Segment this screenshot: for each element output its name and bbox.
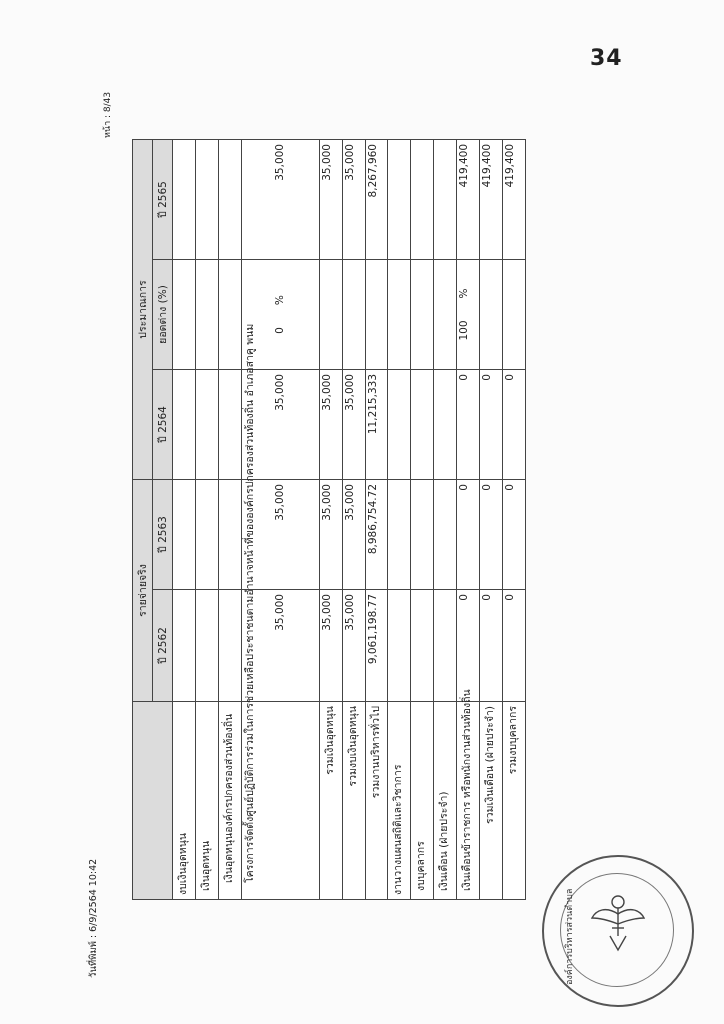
cell-2563: 35,000 [319,480,342,590]
cell-2564 [173,370,196,480]
cell-2563 [173,480,196,590]
table-row [173,140,196,900]
cell-2562: 35,000 [342,590,365,702]
row-desc: โครงการจัดตั้งศูนย์ปฏิบัติการร่วมในการช่วยเหลือประชาชนตามอำนาจหน้าที่ขององค์กรปกครองส่วนท้องถิ่น อำเภอสาคู พนม [241,702,319,900]
cell-2562 [218,590,241,702]
table-row [457,140,480,900]
table-row [388,140,411,900]
row-desc: รวมเงินอุดหนุน [319,702,342,900]
cell-2563: 35,000 [241,480,319,590]
cell-2564: 35,000 [342,370,365,480]
cell-2563: 35,000 [342,480,365,590]
row-desc: งบเงินอุดหนุน [173,702,196,900]
cell-2563: 0 [502,480,525,590]
cell-2562 [195,590,218,702]
table-row [218,140,241,900]
cell-2565: 35,000 [319,140,342,260]
cell-2562: 0 [502,590,525,702]
cell-2563 [411,480,434,590]
diff-percent-sign: % [274,295,287,306]
row-desc: งานวางแผนสถิติและวิชาการ [388,702,411,900]
cell-2564 [434,370,457,480]
cell-diff [411,260,434,370]
page-number: 34 [590,46,623,71]
cell-diff [218,260,241,370]
row-desc: เงินอุดหนุน [195,702,218,900]
cell-diff [365,260,388,370]
table-row [502,140,525,900]
header-actual-group: รายจ่ายจริง [133,480,153,702]
cell-diff [434,260,457,370]
budget-table [132,139,526,900]
cell-2562: 0 [457,590,480,702]
cell-2562: 35,000 [241,590,319,702]
cell-2564: 11,215,333 [365,370,388,480]
cell-diff [319,260,342,370]
cell-2564: 35,000 [319,370,342,480]
row-desc: เงินเดือน (ฝ่ายประจำ) [434,702,457,900]
table-row [480,140,503,900]
cell-2563 [388,480,411,590]
cell-2565 [195,140,218,260]
header-budget-group: ประมาณการ [133,140,153,480]
cell-2562 [411,590,434,702]
cell-2565: 419,400 [457,140,480,260]
header-2562: ปี 2562 [153,590,173,702]
cell-diff [457,260,480,370]
row-desc: งบบุคลากร [411,702,434,900]
cell-2562 [173,590,196,702]
table-row [342,140,365,900]
stamp-text: องค์การบริหารส่วนตำบล [565,888,575,985]
header-desc [133,702,173,900]
diff-value: 0 [274,327,287,334]
cell-2565: 419,400 [502,140,525,260]
cell-2562 [388,590,411,702]
cell-2562: 0 [480,590,503,702]
header-2563: ปี 2563 [153,480,173,590]
print-date: วันที่พิมพ์ : 6/9/2564 10:42 [88,858,99,978]
row-desc: รวมงบเงินอุดหนุน [342,702,365,900]
cell-2563 [218,480,241,590]
diff-percent-sign: % [458,288,471,299]
row-desc: รวมงบบุคลากร [502,702,525,900]
table-row [319,140,342,900]
cell-2564 [388,370,411,480]
cell-2563: 0 [480,480,503,590]
cell-2565 [434,140,457,260]
table-row [195,140,218,900]
header-row-group [133,140,153,900]
diff-value: 100 [458,320,471,341]
cell-2565 [411,140,434,260]
cell-2564 [218,370,241,480]
row-desc: รวมงานบริหารทั่วไป [365,702,388,900]
table-row [365,140,388,900]
cell-2564: 35,000 [241,370,319,480]
cell-diff [173,260,196,370]
cell-2564: 0 [457,370,480,480]
cell-2563: 8,986,754.72 [365,480,388,590]
row-desc: รวมเงินเดือน (ฝ่ายประจำ) [480,702,503,900]
cell-2563: 0 [457,480,480,590]
row-desc: เงินอุดหนุนองค์กรปกครองส่วนท้องถิ่น [218,702,241,900]
table-row [241,140,319,900]
header-2565: ปี 2565 [153,140,173,260]
cell-diff [480,260,503,370]
cell-2565: 35,000 [241,140,319,260]
cell-2565: 419,400 [480,140,503,260]
garuda-emblem-icon [588,888,648,958]
cell-2565 [388,140,411,260]
table-row [411,140,434,900]
cell-2565: 8,267,960 [365,140,388,260]
row-desc: เงินเดือนข้าราชการ หรือพนักงานส่วนท้องถิ่น [457,702,480,900]
cell-diff [388,260,411,370]
cell-diff [195,260,218,370]
cell-2564: 0 [480,370,503,480]
cell-2565: 35,000 [342,140,365,260]
cell-diff [502,260,525,370]
header-2564: ปี 2564 [153,370,173,480]
cell-2562 [434,590,457,702]
page-index: หน้า : 8/43 [103,91,113,138]
header-diff: ยอดต่าง (%) [153,260,173,370]
cell-2562: 35,000 [319,590,342,702]
budget-table-container [132,140,526,900]
cell-2563 [195,480,218,590]
cell-2565 [218,140,241,260]
cell-diff [342,260,365,370]
cell-2565 [173,140,196,260]
cell-2563 [434,480,457,590]
cell-2564 [411,370,434,480]
cell-2564: 0 [502,370,525,480]
cell-2564 [195,370,218,480]
cell-2562: 9,061,198.77 [365,590,388,702]
table-row [434,140,457,900]
